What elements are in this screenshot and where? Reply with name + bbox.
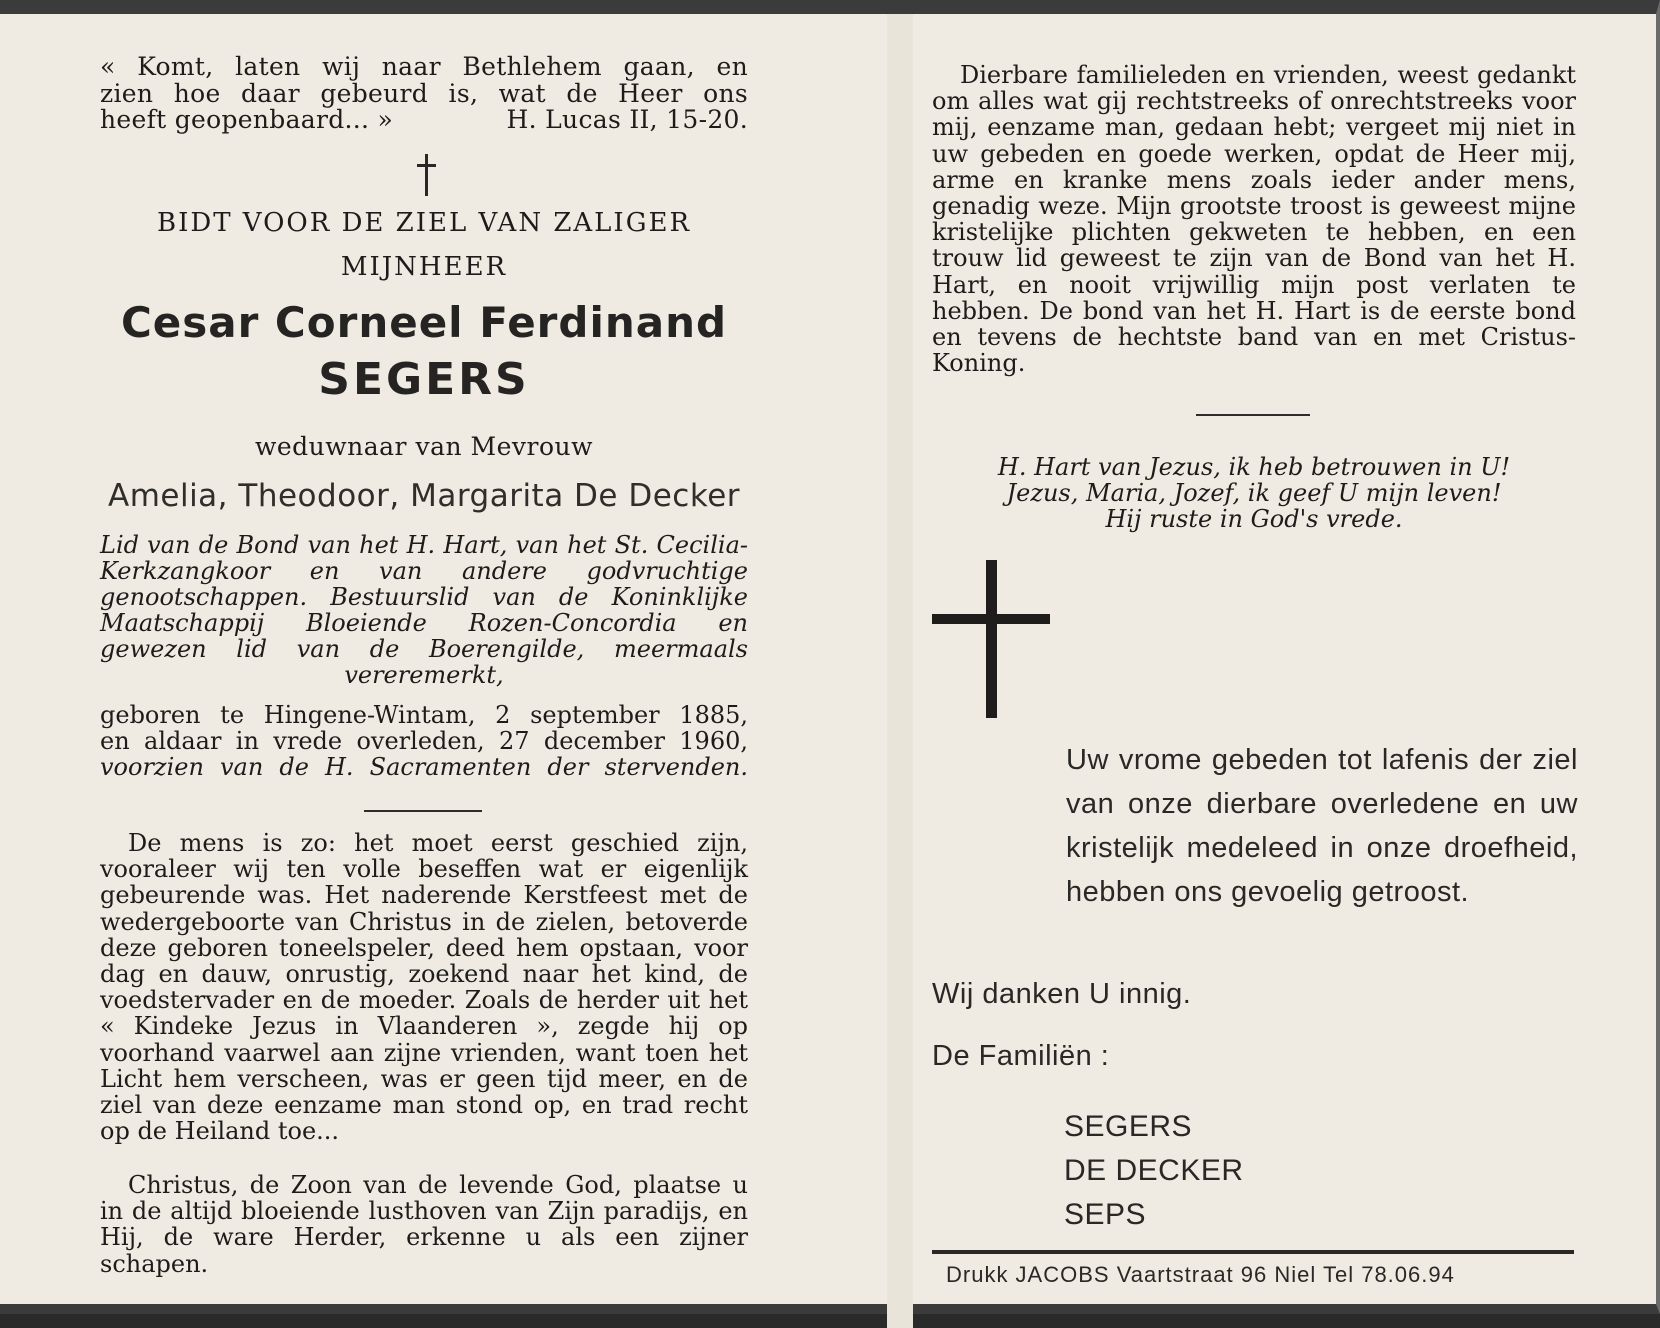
card-fold bbox=[887, 14, 913, 1328]
widower-of: weduwnaar van Mevrouw bbox=[254, 432, 594, 461]
memberships: Lid van de Bond van het H. Hart, van het St. Cecilia-Kerkzangkoor en van andere godvruchtige genootschappen. Bestuurslid van de Koninklijke Maatschappij Bloeiende Rozen-Concordia en gewezen lid van de Boerengilde, meermaals vereremerkt, bbox=[100, 531, 748, 689]
deceased-given-names: Cesar Corneel Ferdinand bbox=[120, 298, 728, 347]
left-panel bbox=[100, 52, 748, 1278]
deceased-surname: SEGERS bbox=[318, 354, 530, 405]
epigraph-line-3 bbox=[100, 107, 748, 134]
large-cross-icon bbox=[932, 560, 1050, 718]
epigraph-line-2: zien hoe daar gebeurd is, wat de Heer ons bbox=[100, 78, 748, 108]
birth-death bbox=[100, 702, 748, 780]
thanks-line: Wij danken U innig. bbox=[932, 978, 1192, 1010]
reflection-paragraph: De mens is zo: het moet eerst geschied zijn, vooraleer wij ten volle beseffen wat er eigenlijk gebeurende was. Het naderende Kerstfeest met de wedergeboorte van Christus in de zielen, betoverde deze geboren toneelspeler, deed hem opstaan, voor dag en dauw, onrustig, zoekend naar het kind, de voedstervader en de moeder. Zoals de herder uit het « Kindeke Jezus in Vlaanderen », zegde hij op voorhand vaarwel aan zijne vrienden, want toen het Licht hem verscheen, was er geen tijd meer, en de ziel van deze eenzame man stond op, en trad recht op de Heiland toe... bbox=[100, 829, 748, 1146]
sacraments-line: voorzien van de H. Sacramenten der stervenden. bbox=[100, 753, 748, 781]
prayer-line-3: Hij ruste in God's vrede. bbox=[1105, 505, 1403, 533]
pray-heading: BIDT VOOR DE ZIEL VAN ZALIGER bbox=[156, 208, 692, 238]
farewell-paragraph: Dierbare familieleden en vrienden, weest gedankt om alles wat gij rechtstreeks of onrechtstreeks voor mij, eenzame man, gedaan hebt; vergeet mij niet in uw gebeden en goede werken, opdat de Heer mij, arme en kranke mens zoals ieder ander mens, genadig weze. Mijn grootste troost is geweest mijne kristelijke plichten gekweten te hebben, en een trouw lid geweest te zijn van de Bond van het H. Hart, en nooit vrijwillig mijn post verlaten te hebben. De bond van het H. Hart is de eerste bond en tevens de hechtste band van en met Cristus-Koning. bbox=[932, 61, 1576, 378]
family-name: SEGERS bbox=[1064, 1110, 1193, 1143]
prayers bbox=[932, 454, 1576, 532]
bottom-rule bbox=[932, 1250, 1574, 1254]
born-line: geboren te Hingene-Wintam, 2 september 1885, bbox=[100, 701, 748, 729]
title-mijnheer: MIJNHEER bbox=[340, 252, 508, 282]
epigraph-reference: H. Lucas II, 15-20. bbox=[506, 105, 748, 134]
divider bbox=[1196, 414, 1310, 416]
small-cross-icon bbox=[413, 154, 441, 196]
prayer-line-2: Jezus, Maria, Jozef, ik geef U mijn leven! bbox=[1006, 479, 1502, 507]
died-line: en aldaar in vrede overleden, 27 december 1960, bbox=[100, 727, 748, 755]
family-name: DE DECKER bbox=[1064, 1154, 1244, 1187]
family-name: SEPS bbox=[1064, 1198, 1147, 1231]
blessing-paragraph: Christus, de Zoon van de levende God, plaatse u in de altijd bloeiende lusthoven van Zijn paradijs, en Hij, de ware Herder, erkenne u als een zijner schapen. bbox=[100, 1171, 748, 1278]
epigraph-last: heeft geopenbaard... » bbox=[100, 105, 394, 134]
epigraph-line-1: « Komt, laten wij naar Bethlehem gaan, en bbox=[100, 52, 748, 81]
divider bbox=[364, 810, 482, 812]
wife-name: Amelia, Theodoor, Margarita De Decker bbox=[107, 478, 741, 514]
printer-credit: Drukk JACOBS Vaartstraat 96 Niel Tel 78.06.94 bbox=[946, 1262, 1455, 1287]
families-label: De Familiën : bbox=[932, 1040, 1110, 1072]
prayer-line-1: H. Hart van Jezus, ik heb betrouwen in U! bbox=[997, 453, 1511, 481]
closing-paragraph: Uw vrome gebeden tot lafenis der ziel van onze dierbare overledene en uw kristelijk medeleed in onze droefheid, hebben ons gevoelig getroost. bbox=[1066, 744, 1578, 908]
